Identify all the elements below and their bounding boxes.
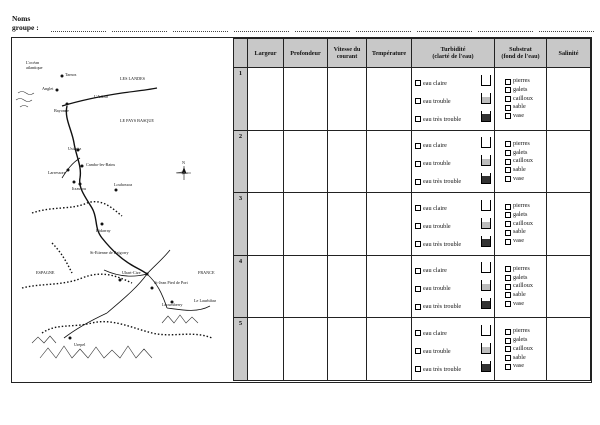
map-label-st-jean: St-Jean Pied de Port — [154, 280, 188, 285]
substrate-option[interactable] — [505, 220, 546, 229]
substrate-option[interactable] — [505, 228, 546, 237]
vitesse-cell[interactable] — [328, 193, 367, 256]
turbidity-option-tres-trouble[interactable] — [415, 116, 461, 123]
checkbox[interactable] — [415, 143, 421, 149]
checkbox[interactable] — [505, 275, 511, 281]
col-header-largeur: Largeur — [248, 39, 284, 68]
option-label: sable — [513, 228, 526, 236]
checkbox[interactable] — [505, 329, 511, 335]
checkbox[interactable] — [415, 286, 421, 292]
option-label: eau trouble — [423, 347, 451, 355]
option-label: cailloux — [513, 94, 533, 102]
name-blank[interactable] — [51, 23, 106, 32]
checkbox[interactable] — [505, 113, 511, 119]
river-map-drawing — [12, 38, 230, 380]
largeur-cell[interactable] — [248, 68, 284, 131]
map-label-tarnos: Tarnos — [65, 72, 77, 77]
clear-water-tube-icon — [481, 200, 491, 211]
substrate-option[interactable] — [505, 345, 546, 354]
largeur-cell[interactable] — [248, 255, 284, 318]
temperature-cell[interactable] — [367, 255, 412, 318]
substrate-option[interactable] — [505, 282, 546, 291]
substrate-option[interactable] — [505, 86, 546, 95]
substrate-option[interactable] — [505, 202, 546, 211]
name-blank[interactable] — [417, 23, 472, 32]
checkbox[interactable] — [415, 80, 421, 86]
substrate-option[interactable] — [505, 211, 546, 220]
checkbox[interactable] — [505, 159, 511, 165]
profondeur-cell[interactable] — [284, 318, 328, 381]
map-label-itxassou: Itxassou — [72, 186, 86, 191]
turbidite-cell — [412, 318, 495, 381]
option-label: cailloux — [513, 282, 533, 290]
substrat-line1: Substrat — [509, 46, 532, 54]
vitesse-cell[interactable] — [328, 318, 367, 381]
vitesse-cell[interactable] — [328, 255, 367, 318]
substrate-option[interactable] — [505, 336, 546, 345]
col-header-substrat — [495, 39, 547, 68]
salinite-cell[interactable] — [547, 193, 591, 256]
checkbox[interactable] — [415, 161, 421, 167]
option-label: cailloux — [513, 219, 533, 227]
row-number: 1 — [234, 68, 248, 131]
substrate-option[interactable] — [505, 237, 546, 246]
profondeur-cell[interactable] — [284, 255, 328, 318]
checkbox[interactable] — [505, 87, 511, 93]
group-names-label: Noms groupe : — [12, 14, 39, 32]
substrat-line2: (fond de l'eau) — [501, 53, 540, 61]
substrate-option[interactable] — [505, 291, 546, 300]
option-label: pierres — [513, 139, 530, 147]
checkbox[interactable] — [415, 223, 421, 229]
profondeur-cell[interactable] — [284, 130, 328, 193]
checkbox[interactable] — [505, 239, 511, 245]
clear-water-tube-icon — [481, 325, 491, 336]
group-names-blanks[interactable] — [51, 23, 600, 32]
map-label-france: FRANCE — [198, 270, 215, 275]
col-header-profondeur: Profondeur — [284, 39, 328, 68]
checkbox[interactable] — [505, 338, 511, 344]
observation-table — [233, 38, 591, 381]
turbidity-option-claire[interactable] — [415, 330, 447, 337]
option-label: pierres — [513, 202, 530, 210]
checkbox[interactable] — [505, 346, 511, 352]
substrate-option[interactable] — [505, 112, 546, 121]
checkbox[interactable] — [415, 304, 421, 310]
option-label: galets — [513, 211, 528, 219]
row-number: 4 — [234, 255, 248, 318]
map-label-laurhibar: Le Laurhibar — [194, 298, 216, 303]
substrate-option[interactable] — [505, 166, 546, 175]
substrate-option[interactable] — [505, 140, 546, 149]
option-label: galets — [513, 148, 528, 156]
very-cloudy-water-tube-icon — [481, 298, 491, 309]
checkbox[interactable] — [505, 79, 511, 85]
option-label: pierres — [513, 264, 530, 272]
turbidity-option-claire[interactable] — [415, 205, 447, 212]
option-label: vase — [513, 299, 524, 307]
checkbox[interactable] — [505, 292, 511, 298]
checkbox[interactable] — [505, 96, 511, 102]
substrate-option[interactable] — [505, 95, 546, 104]
col-header-turbidite — [412, 39, 495, 68]
map-label-bayonne: Bayonne — [54, 108, 69, 113]
row-number: 2 — [234, 130, 248, 193]
map-label-larressore: Larressore — [48, 170, 66, 175]
checkbox[interactable] — [505, 355, 511, 361]
checkbox[interactable] — [505, 364, 511, 370]
checkbox[interactable] — [415, 241, 421, 247]
temperature-cell[interactable] — [367, 130, 412, 193]
checkbox[interactable] — [505, 230, 511, 236]
turbidity-option-tres-trouble[interactable] — [415, 366, 461, 373]
option-label: vase — [513, 174, 524, 182]
map-label-anglet: Anglet — [42, 86, 54, 91]
turbidity-option-trouble[interactable] — [415, 98, 451, 105]
col-header-vitesse — [328, 39, 367, 68]
checkbox[interactable] — [505, 176, 511, 182]
vitesse-line1: Vitesse du — [333, 46, 361, 54]
cloudy-water-tube-icon — [481, 280, 491, 291]
row-number: 5 — [234, 318, 248, 381]
turbidity-option-tres-trouble[interactable] — [415, 241, 461, 248]
largeur-cell[interactable] — [248, 318, 284, 381]
very-cloudy-water-tube-icon — [481, 361, 491, 372]
table-row — [234, 318, 591, 381]
substrat-cell — [495, 193, 547, 256]
substrat-cell — [495, 255, 547, 318]
checkbox[interactable] — [415, 330, 421, 336]
checkbox[interactable] — [415, 98, 421, 104]
checkbox[interactable] — [505, 212, 511, 218]
map-label-north: N — [182, 160, 186, 165]
map-label-bidarray: Bidarray — [96, 228, 111, 233]
option-label: sable — [513, 103, 526, 111]
vitesse-cell[interactable] — [328, 130, 367, 193]
option-label: vase — [513, 237, 524, 245]
substrate-option[interactable] — [505, 175, 546, 184]
substrate-option[interactable] — [505, 362, 546, 371]
checkbox[interactable] — [505, 141, 511, 147]
turbidity-option-claire[interactable] — [415, 142, 447, 149]
name-blank[interactable] — [234, 23, 289, 32]
option-label: cailloux — [513, 157, 533, 165]
option-label: sable — [513, 291, 526, 299]
checkbox[interactable] — [415, 205, 421, 211]
substrate-option[interactable] — [505, 157, 546, 166]
substrate-option[interactable] — [505, 103, 546, 112]
substrate-option[interactable] — [505, 354, 546, 363]
turbidity-option-tres-trouble[interactable] — [415, 178, 461, 185]
map-label-ocean2: atlantique — [26, 65, 43, 70]
substrate-option[interactable] — [505, 327, 546, 336]
turbidite-cell — [412, 255, 495, 318]
row-number: 3 — [234, 193, 248, 256]
checkbox[interactable] — [505, 204, 511, 210]
name-blank[interactable] — [356, 23, 411, 32]
option-label: pierres — [513, 327, 530, 335]
col-header-salinite: Salinité — [547, 39, 591, 68]
option-label: vase — [513, 362, 524, 370]
checkbox[interactable] — [505, 167, 511, 173]
name-blank[interactable] — [112, 23, 167, 32]
option-label: galets — [513, 336, 528, 344]
vitesse-line2: courant — [336, 53, 358, 61]
substrate-option[interactable] — [505, 300, 546, 309]
substrate-option[interactable] — [505, 77, 546, 86]
checkbox[interactable] — [415, 116, 421, 122]
turbidite-cell — [412, 193, 495, 256]
very-cloudy-water-tube-icon — [481, 111, 491, 122]
turbidity-option-trouble[interactable] — [415, 285, 451, 292]
vitesse-cell[interactable] — [328, 68, 367, 131]
map-label-urepel: Urepel — [74, 342, 86, 347]
option-label: eau très trouble — [423, 240, 462, 248]
checkbox[interactable] — [415, 268, 421, 274]
clear-water-tube-icon — [481, 75, 491, 86]
largeur-cell[interactable] — [248, 193, 284, 256]
option-label: galets — [513, 273, 528, 281]
option-label: eau claire — [423, 79, 447, 87]
option-label: eau très trouble — [423, 115, 462, 123]
map-label-ustaritz: Ustaritz — [68, 146, 82, 151]
corner-cell — [234, 39, 248, 68]
map-label-louhossoa: Louhossoa — [114, 182, 133, 187]
very-cloudy-water-tube-icon — [481, 236, 491, 247]
checkbox[interactable] — [505, 105, 511, 111]
option-label: eau trouble — [423, 285, 451, 293]
checkbox[interactable] — [415, 366, 421, 372]
salinite-cell[interactable] — [547, 130, 591, 193]
name-blank[interactable] — [478, 23, 533, 32]
substrat-cell — [495, 130, 547, 193]
salinite-cell[interactable] — [547, 68, 591, 131]
option-label: eau trouble — [423, 222, 451, 230]
map-label-st-etienne: St-Etienne de Baïgorry — [90, 250, 129, 255]
option-label: vase — [513, 112, 524, 120]
map-label-uhart: Uhart-Cize — [122, 270, 141, 275]
largeur-cell[interactable] — [248, 130, 284, 193]
cloudy-water-tube-icon — [481, 218, 491, 229]
turbidity-option-claire[interactable] — [415, 80, 447, 87]
salinite-cell[interactable] — [547, 318, 591, 381]
temperature-cell[interactable] — [367, 68, 412, 131]
name-blank[interactable] — [295, 23, 350, 32]
checkbox[interactable] — [505, 284, 511, 290]
turbidity-option-trouble[interactable] — [415, 223, 451, 230]
substrat-cell — [495, 318, 547, 381]
substrate-option[interactable] — [505, 265, 546, 274]
turbidite-cell — [412, 130, 495, 193]
map-label-landes: LES LANDES — [120, 76, 146, 81]
turbidite-line1: Turbidité — [440, 46, 466, 54]
cloudy-water-tube-icon — [481, 155, 491, 166]
option-label: eau très trouble — [423, 178, 462, 186]
group-names-line — [12, 14, 600, 32]
option-label: eau claire — [423, 142, 447, 150]
map-label-adour: L'Adour — [94, 94, 109, 99]
map-label-lecumberry: Lecumberry — [162, 302, 183, 307]
temperature-cell[interactable] — [367, 318, 412, 381]
option-label: eau claire — [423, 204, 447, 212]
map-label-pays-basque: LE PAYS BASQUE — [120, 118, 154, 123]
checkbox[interactable] — [415, 348, 421, 354]
clear-water-tube-icon — [481, 262, 491, 273]
option-label: eau très trouble — [423, 365, 462, 373]
cloudy-water-tube-icon — [481, 93, 491, 104]
profondeur-cell[interactable] — [284, 68, 328, 131]
table-row — [234, 193, 591, 256]
option-label: eau claire — [423, 267, 447, 275]
option-label: eau trouble — [423, 160, 451, 168]
table-row — [234, 130, 591, 193]
checkbox[interactable] — [505, 266, 511, 272]
name-blank[interactable] — [539, 23, 594, 32]
salinite-cell[interactable] — [547, 255, 591, 318]
checkbox[interactable] — [415, 179, 421, 185]
turbidite-cell — [412, 68, 495, 131]
table-row — [234, 255, 591, 318]
header-row — [234, 39, 591, 68]
table-row — [234, 68, 591, 131]
turbidite-line2: (clarté de l'eau) — [432, 53, 474, 61]
profondeur-cell[interactable] — [284, 193, 328, 256]
cloudy-water-tube-icon — [481, 343, 491, 354]
substrate-option[interactable] — [505, 149, 546, 158]
clear-water-tube-icon — [481, 137, 491, 148]
option-label: sable — [513, 353, 526, 361]
map-label-ocean: L'océan — [26, 60, 40, 65]
option-label: galets — [513, 85, 528, 93]
river-map — [12, 38, 230, 380]
checkbox[interactable] — [505, 221, 511, 227]
substrat-cell — [495, 68, 547, 131]
map-label-espagne: ESPAGNE — [36, 270, 55, 275]
very-cloudy-water-tube-icon — [481, 173, 491, 184]
option-label: pierres — [513, 77, 530, 85]
substrate-option[interactable] — [505, 274, 546, 283]
col-header-temperature: Température — [367, 39, 412, 68]
option-label: eau trouble — [423, 97, 451, 105]
option-label: eau très trouble — [423, 303, 462, 311]
turbidity-option-trouble[interactable] — [415, 160, 451, 167]
option-label: eau claire — [423, 329, 447, 337]
turbidity-option-claire[interactable] — [415, 267, 447, 274]
temperature-cell[interactable] — [367, 193, 412, 256]
option-label: sable — [513, 165, 526, 173]
turbidity-option-tres-trouble[interactable] — [415, 303, 461, 310]
map-label-cambo: Cambo-les-Bains — [86, 162, 116, 167]
name-blank[interactable] — [173, 23, 228, 32]
option-label: cailloux — [513, 344, 533, 352]
checkbox[interactable] — [505, 150, 511, 156]
turbidity-option-trouble[interactable] — [415, 348, 451, 355]
checkbox[interactable] — [505, 301, 511, 307]
